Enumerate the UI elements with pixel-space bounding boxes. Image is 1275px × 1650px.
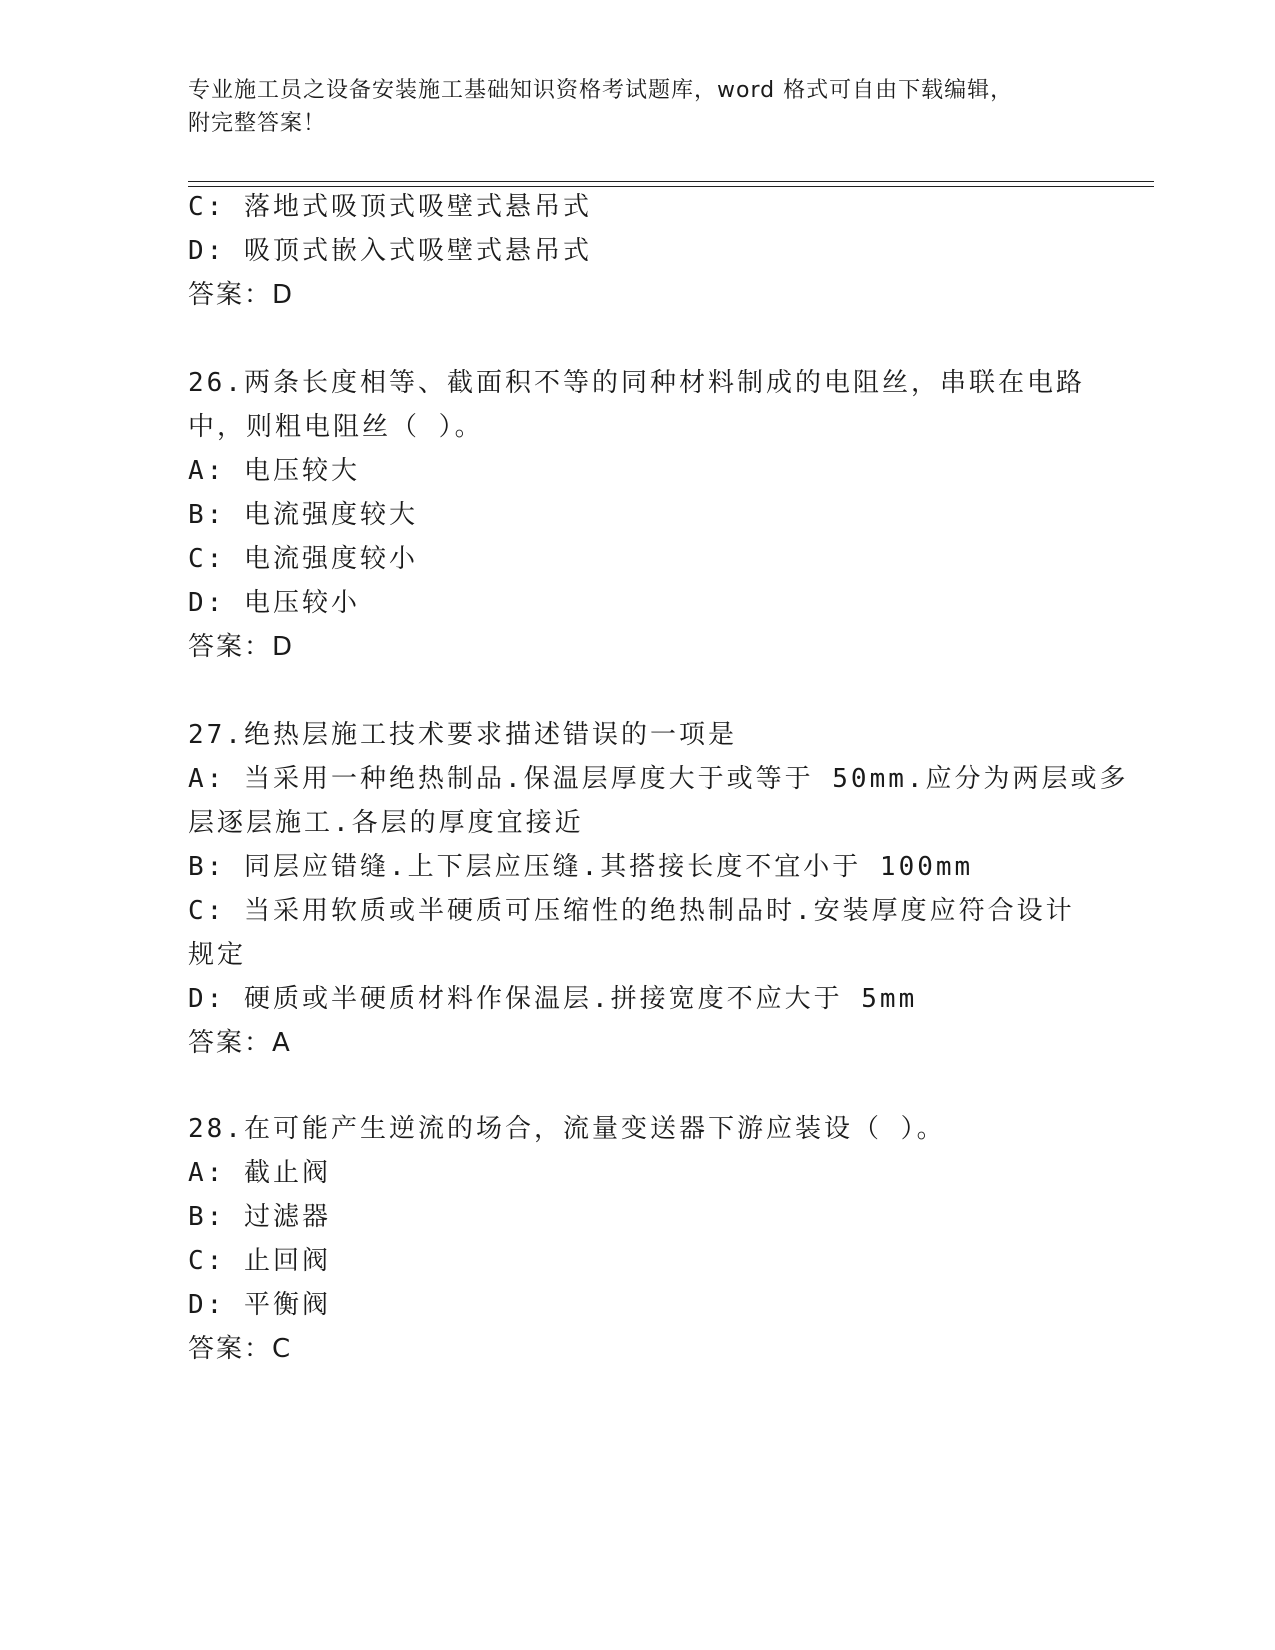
q26-option-d: D: 电压较小 — [188, 588, 360, 618]
q28-option-c: C: 止回阀 — [188, 1246, 331, 1276]
q27-option-b: B: 同层应错缝.上下层应压缝.其搭接长度不宜小于 100mm — [188, 852, 974, 882]
q28-answer: 答案：C — [188, 1334, 293, 1364]
header-line-2: 附完整答案！ — [188, 111, 327, 136]
q25-option-d: D: 吸顶式嵌入式吸壁式悬吊式 — [188, 236, 592, 266]
header-line-1: 专业施工员之设备安装施工基础知识资格考试题库，word 格式可自由下载编辑， — [188, 78, 1014, 103]
q27-option-c-line-1: C: 当采用软质或半硬质可压缩性的绝热制品时.安装厚度应符合设计 — [188, 896, 1075, 926]
q25-option-c: C: 落地式吸顶式吸壁式悬吊式 — [188, 192, 592, 222]
q26-answer: 答案：D — [188, 632, 295, 662]
q27-option-a-line-1: A: 当采用一种绝热制品.保温层厚度大于或等于 50mm.应分为两层或多 — [188, 764, 1129, 794]
q28-option-d: D: 平衡阀 — [188, 1290, 331, 1320]
header-rule-top — [188, 181, 1154, 182]
q26-option-b: B: 电流强度较大 — [188, 500, 418, 530]
q26-stem-line-1: 26.两条长度相等、截面积不等的同种材料制成的电阻丝，串联在电路 — [188, 368, 1085, 398]
q28-stem: 28.在可能产生逆流的场合，流量变送器下游应装设（ ）。 — [188, 1114, 946, 1144]
q27-option-c-line-2: 规定 — [188, 940, 247, 970]
q25-answer: 答案：D — [188, 280, 295, 310]
q27-stem: 27.绝热层施工技术要求描述错误的一项是 — [188, 720, 737, 750]
q27-option-d: D: 硬质或半硬质材料作保温层.拼接宽度不应大于 5mm — [188, 984, 918, 1014]
q26-stem-line-2: 中，则粗电阻丝（ ）。 — [188, 412, 484, 442]
q28-option-a: A: 截止阀 — [188, 1158, 331, 1188]
q26-option-c: C: 电流强度较小 — [188, 544, 418, 574]
q27-answer: 答案：A — [188, 1028, 292, 1058]
q26-option-a: A: 电压较大 — [188, 456, 360, 486]
document-header — [188, 74, 1088, 140]
q27-option-a-line-2: 层逐层施工.各层的厚度宜接近 — [188, 808, 584, 838]
q28-option-b: B: 过滤器 — [188, 1202, 331, 1232]
